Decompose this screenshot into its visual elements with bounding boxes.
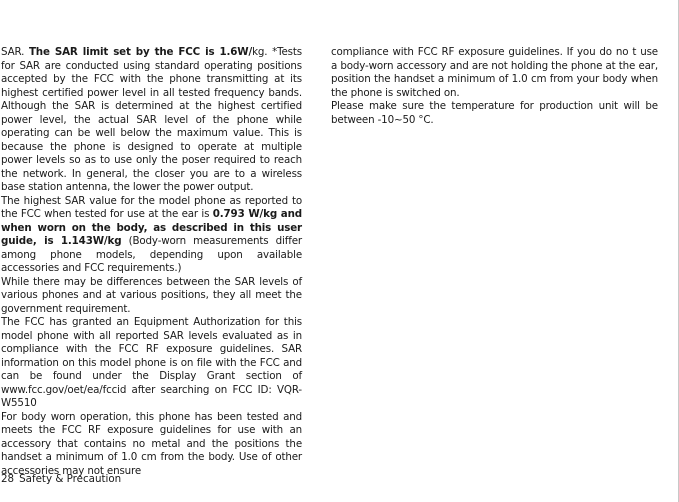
body-worn-operation-paragraph: For body worn operation, this phone has been tested and meets the FCC RF exposure guidelines for use with an accessory that contains no metal and the positions the handset a minimum of 1.0 cm from the body. Use of other accessories may not ensure	[1, 410, 302, 477]
highest-sar-paragraph	[1, 195, 302, 276]
sar-limit-bold-text: The SAR limit set by the FCC is 1.6W/	[28, 46, 253, 58]
right-text-column	[331, 46, 658, 127]
compliance-continuation-paragraph: compliance with FCC RF exposure guidelines. If you do no t use a body-worn accessory and are not holding the phone at the ear, position the handset a minimum of 1.0 cm from your body when the phone is switched on.	[331, 46, 658, 99]
page-number: 28	[1, 473, 15, 485]
highest-sar-intro-text: The highest SAR value for the model phone as reported to the FCC when tested for use at the ear is	[1, 194, 302, 220]
sar-testing-text: kg. *Tests for SAR are conducted using standard operating positions accepted by the FCC with the phone transmitting at its highest certified power level in all tested frequency bands. Although the SAR is determined at the highest certified power level, the actual SAR level of the phone while operating can be well below the maximum value. This is because the phone is designed to operate at multiple power levels so as to use only the poser required to reach the network. In general, the closer you are to a wireless base station antenna, the lower the power output.	[1, 46, 302, 193]
sar-limit-paragraph	[1, 46, 302, 195]
equipment-authorization-paragraph: The FCC has granted an Equipment Authorization for this model phone with all reported SAR levels evaluated as in compliance with the FCC RF exposure guidelines. SAR information on this model phone is on file with the FCC and can be found under the Display Grant section of www.fcc.gov/oet/ea/fccid after searching on FCC ID: VQR-W5510	[1, 316, 302, 409]
sar-label-text: SAR.	[1, 46, 29, 58]
sar-differences-paragraph: While there may be differences between the SAR levels of various phones and at various positions, they all meet the government requirement.	[1, 275, 302, 315]
section-title: Safety & Precaution	[19, 473, 122, 485]
page-footer	[1, 473, 121, 486]
sar-values-bold-text: 0.793 W/kg and when worn on the body, as described in this user guide, is 1.143W/kg	[1, 208, 302, 247]
left-text-column	[1, 46, 302, 478]
temperature-paragraph: Please make sure the temperature for production unit will be between -10~50 °C.	[331, 100, 658, 126]
body-worn-note-text: (Body-worn measurements differ among phone models, depending upon available accessories and FCC requirements.)	[1, 235, 302, 274]
